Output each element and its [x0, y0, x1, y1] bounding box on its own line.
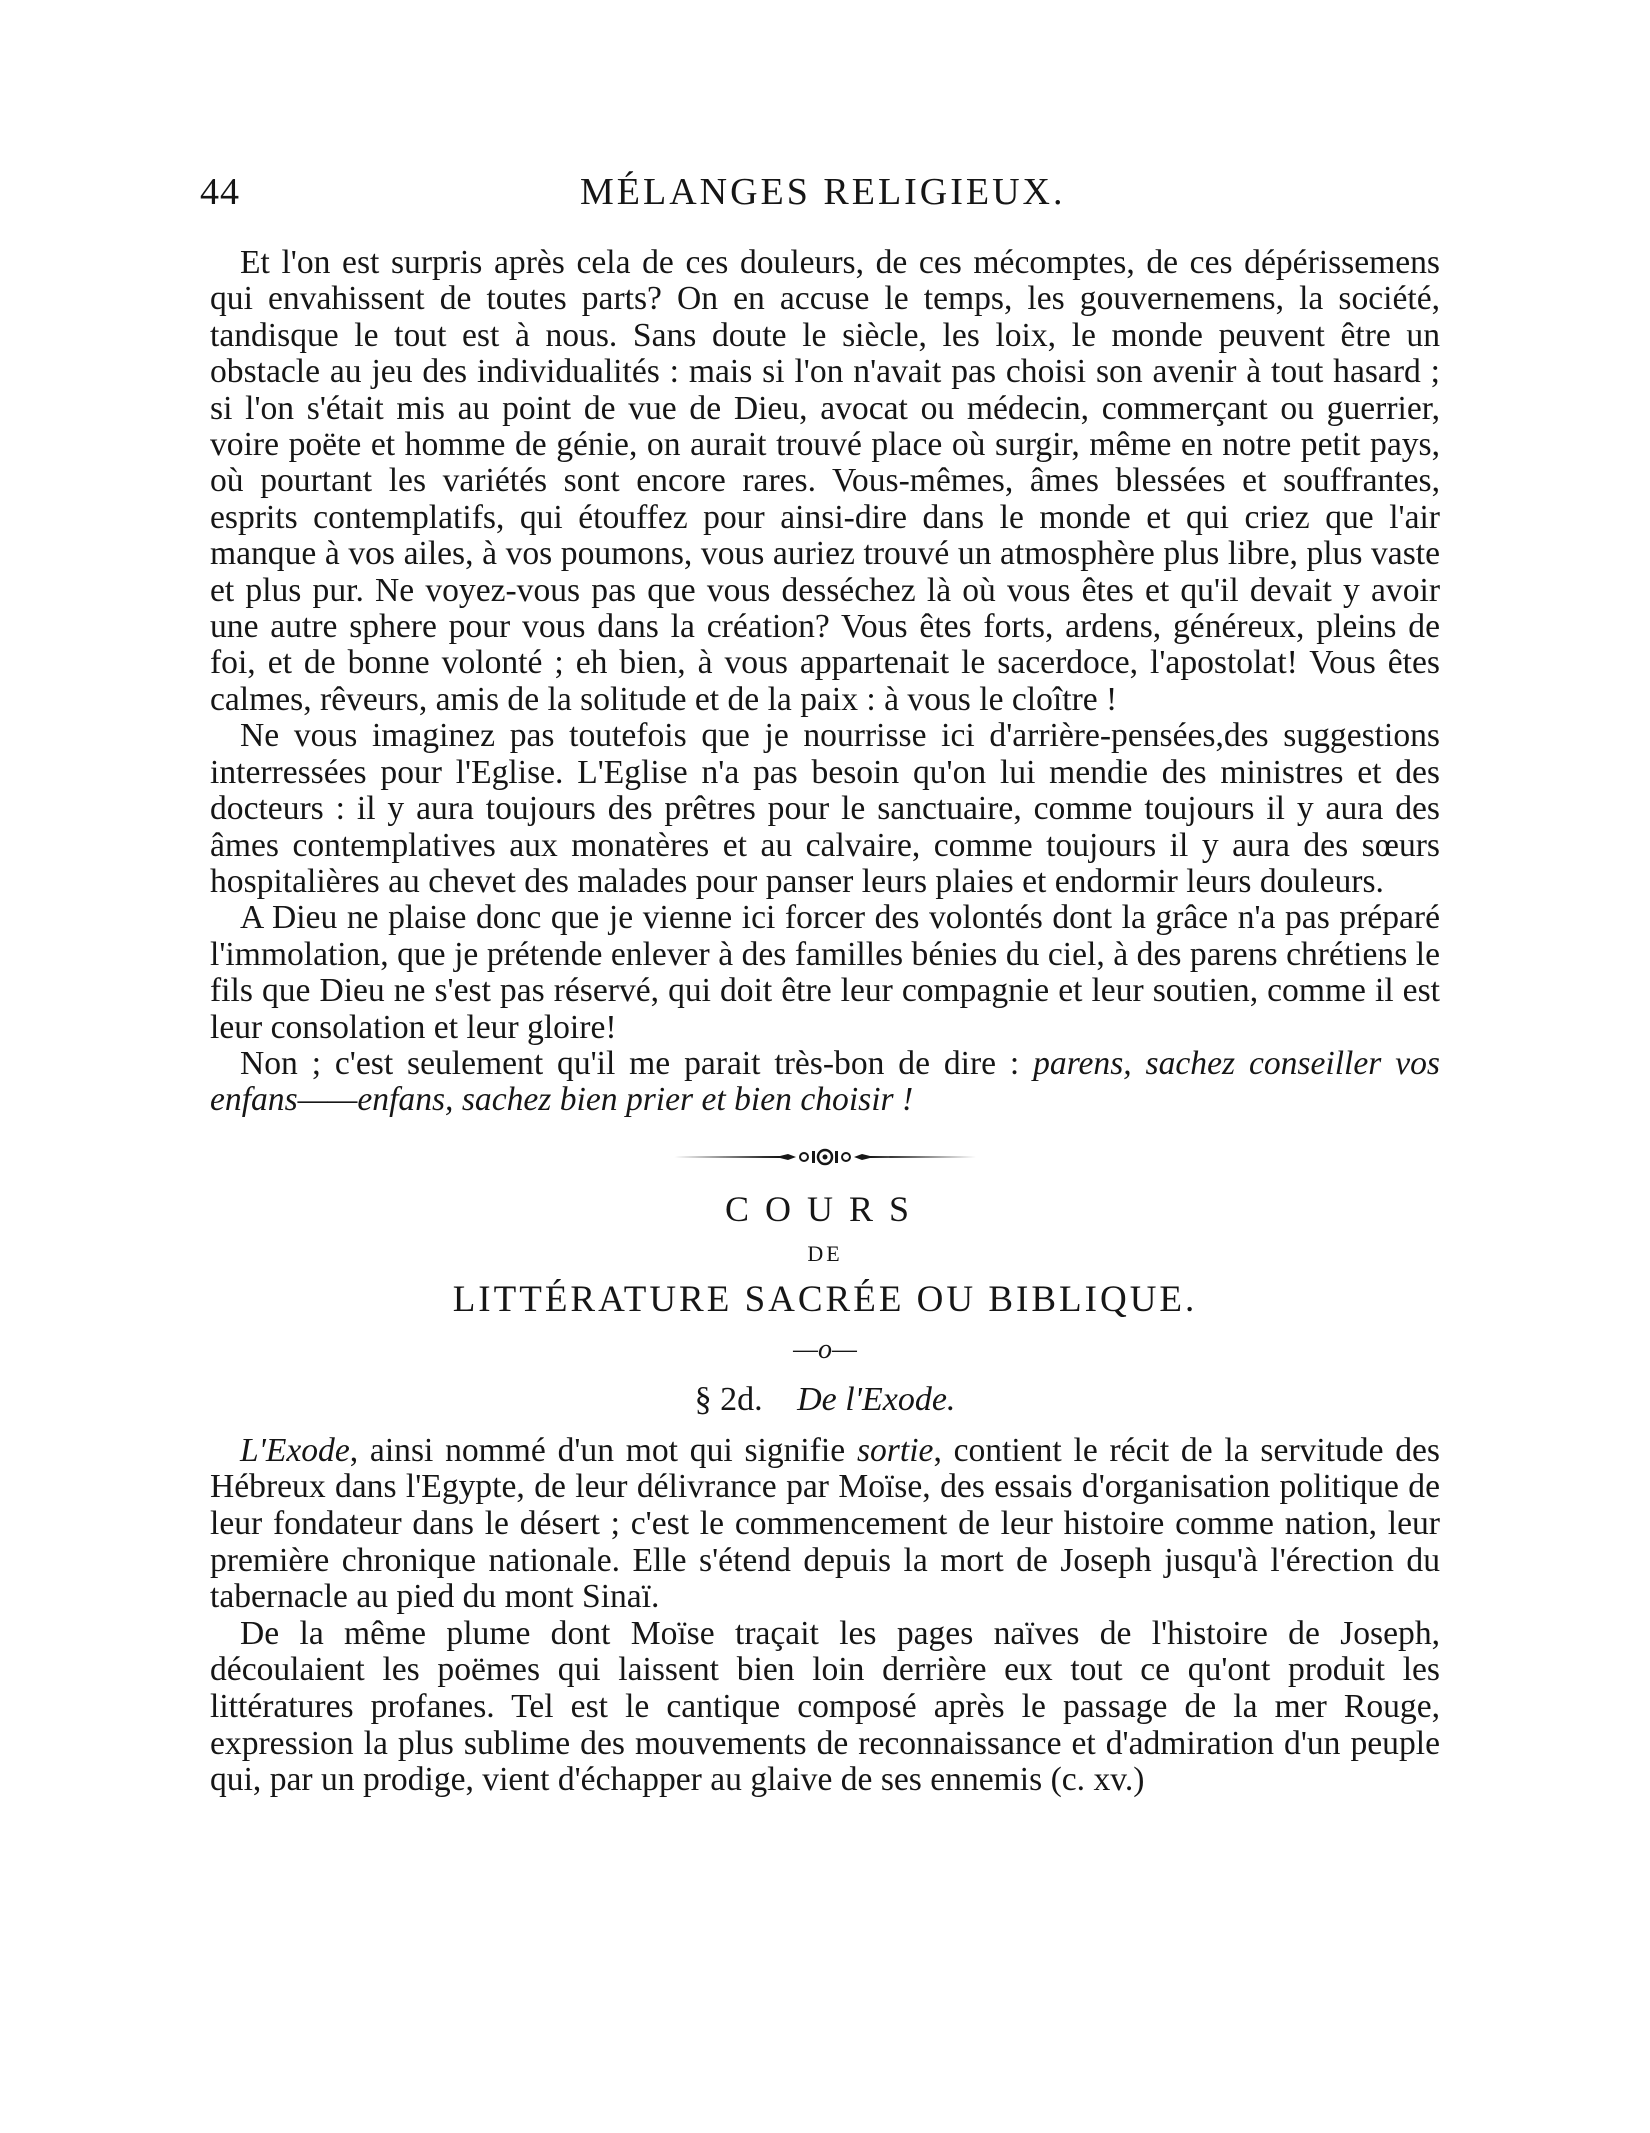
section-de-label: DE: [807, 1240, 843, 1266]
paragraph-4-emphasis: parens, sachez conseiller vos enfans——enfans, sachez bien prier et bien choisir !: [210, 1044, 1440, 1119]
section-heading: [210, 1377, 1440, 1423]
paragraph-1: Et l'on est surpris après cela de ces douleurs, de ces mécomptes, de ces dépérissemens qui envahissent de toutes parts? On en accuse le temps, les gouvernemens, la société, tandisque le tout est à nous. Sans doute le siècle, les loix, le monde peuvent être un obstacle au jeu des individualités : mais si l'on n'avait pas choisi son avenir à tout hasard ; si l'on s'était mis au point de vue de Dieu, avocat ou médecin, commerçant ou guerrier, voire poëte et homme de génie, on aurait trouvé place où surgir, même en notre petit pays, où pourtant les variétés sont encore rares. Vous-mêmes, âmes blessées et souffrantes, esprits contemplatifs, qui étouffez pour ainsi-dire dans le monde et qui criez que l'air manque à vos ailes, à vos poumons, vous auriez trouvé un atmosphère plus libre, plus vaste et plus pur. Ne voyez-vous pas que vous desséchez là où vous êtes et qu'il devait y avoir une autre sphere pour vous dans la création? Vous êtes forts, ardens, généreux, pleins de foi, et de bonne volonté ; eh bien, à vous appartenait le sacerdoce, l'apostolat! Vous êtes calmes, rêveurs, amis de la solitude et de la paix : à vous le cloître !: [210, 244, 1440, 718]
exode-text-b: , contient le récit de la servitude des Hébreux dans l'Egypte, de leur délivrance par Moïse, des essais d'organisation politique de leur fondateur dans le désert ; c'est le commencement de leur histoire comme nation, leur première chronique nationale. Elle s'étend depuis la mort de Joseph jusqu'à l'érection du tabernacle au pied du mont Sinaï.: [210, 1431, 1440, 1616]
section-cours-label: COURS: [724, 1188, 926, 1229]
running-head: [200, 170, 1450, 230]
ornamental-rule: [210, 1137, 1440, 1177]
exode-term-sortie: sortie: [856, 1431, 934, 1469]
exode-paragraph-1: [210, 1433, 1440, 1616]
article-body: [210, 245, 1440, 1799]
exode-body: [210, 1433, 1440, 1799]
exode-text-a: , ainsi nommé d'un mot qui signifie: [349, 1431, 857, 1469]
paragraph-4: [210, 1046, 1440, 1119]
ornament-icon: [670, 1145, 980, 1169]
exode-term: L'Exode: [240, 1431, 350, 1469]
section-heading-number: § 2d.: [694, 1380, 763, 1418]
exode-paragraph-2: De la même plume dont Moïse traçait les pages naïves de l'histoire de Joseph, découlaient les poëmes qui laissent bien loin derrière eux tout ce qu'ont produit les littératures profanes. Tel est le cantique composé après le passage de la mer Rouge, expression la plus sublime des mouvements de reconnaissance et d'admiration d'un peuple qui, par un prodige, vient d'échapper au glaive de ses ennemis (c. xv.): [210, 1614, 1440, 1799]
section-heading-title: De l'Exode.: [797, 1380, 956, 1418]
section-separator: —o—: [793, 1333, 857, 1365]
paragraph-3: A Dieu ne plaise donc que je vienne ici forcer des volontés dont la grâce n'a pas préparé l'immolation, que je prétende enlever à des familles bénies du ciel, à des parens chrétiens le fils que Dieu ne s'est pas réservé, qui doit être leur compagnie et leur soutien, comme il est leur consolation et leur gloire!: [210, 899, 1440, 1046]
section-title: LITTÉRATURE SACRÉE OU BIBLIQUE.: [452, 1278, 1198, 1320]
running-title: MÉLANGES RELIGIEUX.: [580, 171, 1066, 213]
paragraph-4-lead: Non ; c'est seulement qu'il me parait très-bon de dire :: [240, 1044, 1034, 1082]
paragraph-2: Ne vous imaginez pas toutefois que je nourrisse ici d'arrière-pensées,des suggestions interressées pour l'Eglise. L'Eglise n'a pas besoin qu'on lui mendie des ministres et des docteurs : il y aura toujours des prêtres pour le sanctuaire, comme toujours il y aura des âmes contemplatives aux monatères et au calvaire, comme toujours il y aura des sœurs hospitalières au chevet des malades pour panser leurs plaies et endormir leurs douleurs.: [210, 717, 1440, 900]
page-number: 44: [200, 171, 240, 213]
